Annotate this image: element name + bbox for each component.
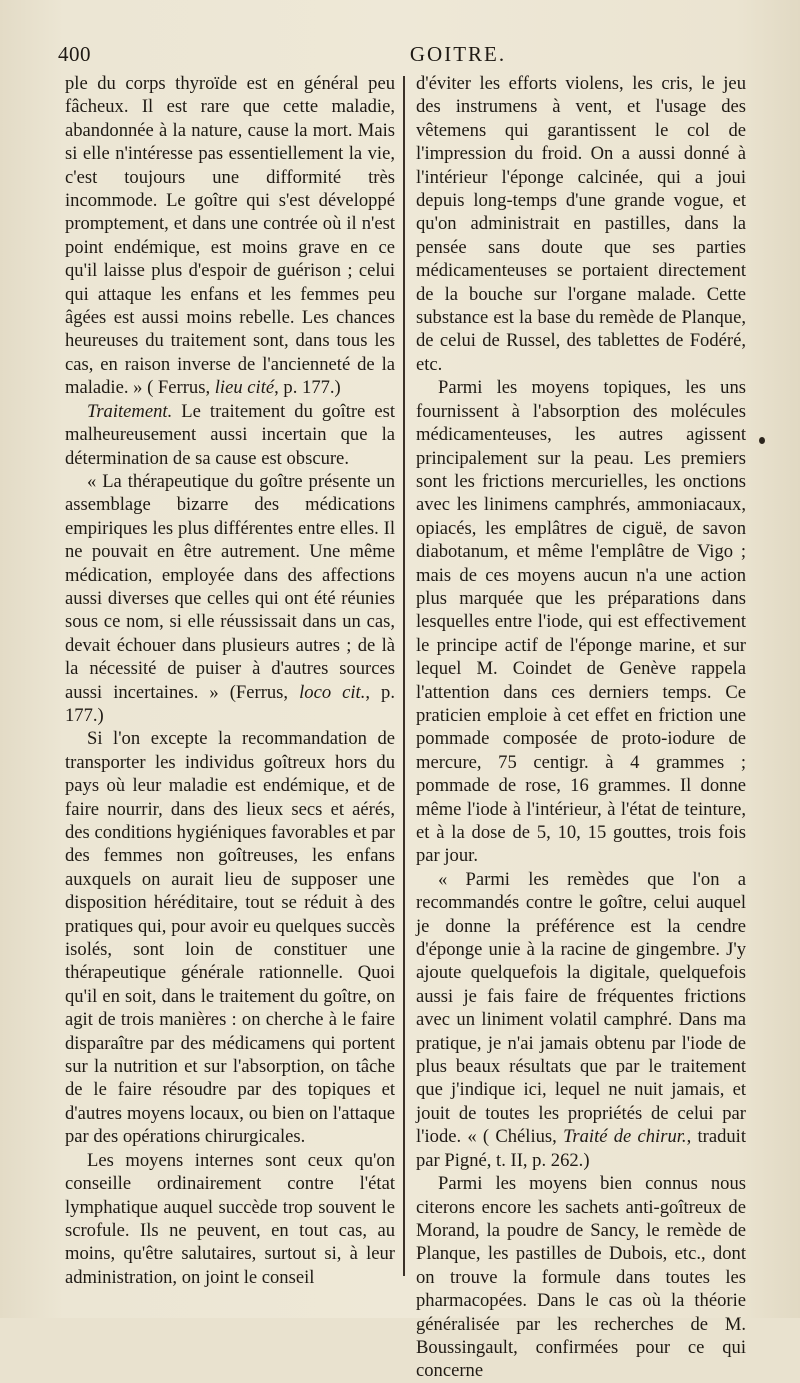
left-column [65, 72, 395, 1288]
paragraph: Traitement. Le traitement du goître est malheureusement aussi incertain que la détermination de sa cause est obscure. [65, 400, 395, 469]
paragraph: Les moyens internes sont ceux qu'on conseille ordinairement contre l'état lymphatique auquel succède trop souvent le scrofule. Ils ne peuvent, en tout cas, au moins, qu'être salutaires, surtout si, à leur administration, on joint le conseil [65, 1149, 395, 1288]
section-heading: Traitement. [87, 400, 173, 422]
paragraph: Si l'on excepte la recommandation de transporter les individus goîtreux hors du pays où leur maladie est endémique, et de faire nourrir, dans des lieux secs et aérés, des conditions hygiéniques favorables et par des femmes non goîtreuses, les enfans auxquels on aurait lieu de supposer une disposition héréditaire, tout se réduit à des pratiques qui, pour avoir eu quelques succès isolés, sont loin de constituer une thérapeutique générale rationnelle. Quoi qu'il en soit, dans le traitement du goître, on agit de trois manières : on cherche à le faire disparaître par des médicamens qui portent sur la nutrition et sur l'absorption, on tâche de le faire résoudre par des topiques et d'autres moyens locaux, ou bien on l'attaque par des opérations chirurgicales. [65, 728, 395, 1148]
column-divider [403, 76, 405, 1276]
paragraph: ple du corps thyroïde est en général peu fâcheux. Il est rare que cette maladie, abandonnée à la nature, cause la mort. Mais si elle n'intéresse pas essentiellement la vie, c'est toujours une difformité très incommode. Le goître qui s'est développé promptement, et dans une contrée où il n'est point endémique, est moins grave en ce qu'il laisse plus d'espoir de guérison ; celui qui attaque les enfans et les femmes peu âgées est aussi moins rebelle. Les chances heureuses du traitement sont, dans tous les cas, en raison inverse de l'ancienneté de la maladie. » ( Ferrus, lieu cité, p. 177.) [65, 73, 395, 399]
citation: Traité de chirur. [563, 1126, 687, 1148]
running-head: GOITRE. [409, 42, 507, 66]
page-number: 400 [58, 42, 91, 66]
paragraph: d'éviter les efforts violens, les cris, le jeu des instrumens à vent, et l'usage des vêtemens qui garantissent le col de l'impression du froid. On a aussi donné à l'intérieur l'éponge calcinée, qui a joui depuis long-temps d'une grande vogue, et qu'on administrait en pastilles, dans la pensée sans doute que ses parties médicamenteuses se portaient directement de la bouche sur l'organe malade. Cette substance est la base du remède de Planque, de celui de Russel, des tablettes de Fodéré, etc. [416, 73, 746, 375]
right-column [416, 72, 746, 1382]
citation: loco cit. [299, 681, 366, 703]
page-header [58, 42, 750, 70]
paragraph: Parmi les moyens bien connus nous citerons encore les sachets anti-goîtreux de Morand, la poudre de Sancy, le remède de Planque, les pastilles de Dubois, etc., dont on trouve la formule dans toutes les pharmacopées. Dans le cas où la théorie généralisée par les recherches de M. Boussingault, confirmées pour ce qui concerne [416, 1173, 746, 1382]
paragraph: « La thérapeutique du goître présente un assemblage bizarre des médications empiriques les plus différentes entre elles. Il ne pouvait en être autrement. Une même médication, employée dans des affections aussi diverses que celles qui ont été réunies sous ce nom, si elle réussissait dans un cas, devait échouer dans plusieurs autres ; de là la nécessité de puiser à d'autres sources aussi incertaines. » (Ferrus, loco cit., p. 177.) [65, 470, 395, 726]
paragraph: Parmi les moyens topiques, les uns fournissent à l'absorption des molécules médicamenteuses, les autres agissent principalement sur la peau. Les premiers sont les frictions mercurielles, les onctions avec les linimens camphrés, ammoniacaux, opiacés, les emplâtres de ciguë, de savon diabotanum, et même l'emplâtre de Vigo ; mais de ces moyens aucun n'a une action plus marquée que les préparations dans lesquelles entre l'iode, qui est effectivement le principe actif de l'éponge marine, et sur lequel M. Coindet de Genève rappela l'attention dans ces derniers temps. Ce praticien emploie à cet effet en friction une pommade composée de proto-iodure de mercure, 75 centigr. à 4 grammes ; pommade de rose, 16 grammes. Il donne même l'iode à l'intérieur, à l'état de teinture, et à la dose de 5, 10, 15 gouttes, trois fois par jour. [416, 377, 746, 867]
ink-spot [759, 437, 765, 444]
paragraph: « Parmi les remèdes que l'on a recommandés contre le goître, celui auquel je donne la préférence est la cendre d'éponge unie à la racine de gingembre. J'y ajoute quelquefois la digitale, quelquefois aussi je fais faire de fréquentes frictions avec un liniment volatil camphré. Dans ma pratique, je n'ai jamais obtenu par l'iode de plus beaux résultats que par le traitement que j'indique ici, lequel ne nuit jamais, et jouit de toutes les propriétés de celui par l'iode. « ( Chélius, Traité de chirur., traduit par Pigné, t. II, p. 262.) [416, 868, 746, 1171]
citation: lieu cité [214, 377, 275, 399]
